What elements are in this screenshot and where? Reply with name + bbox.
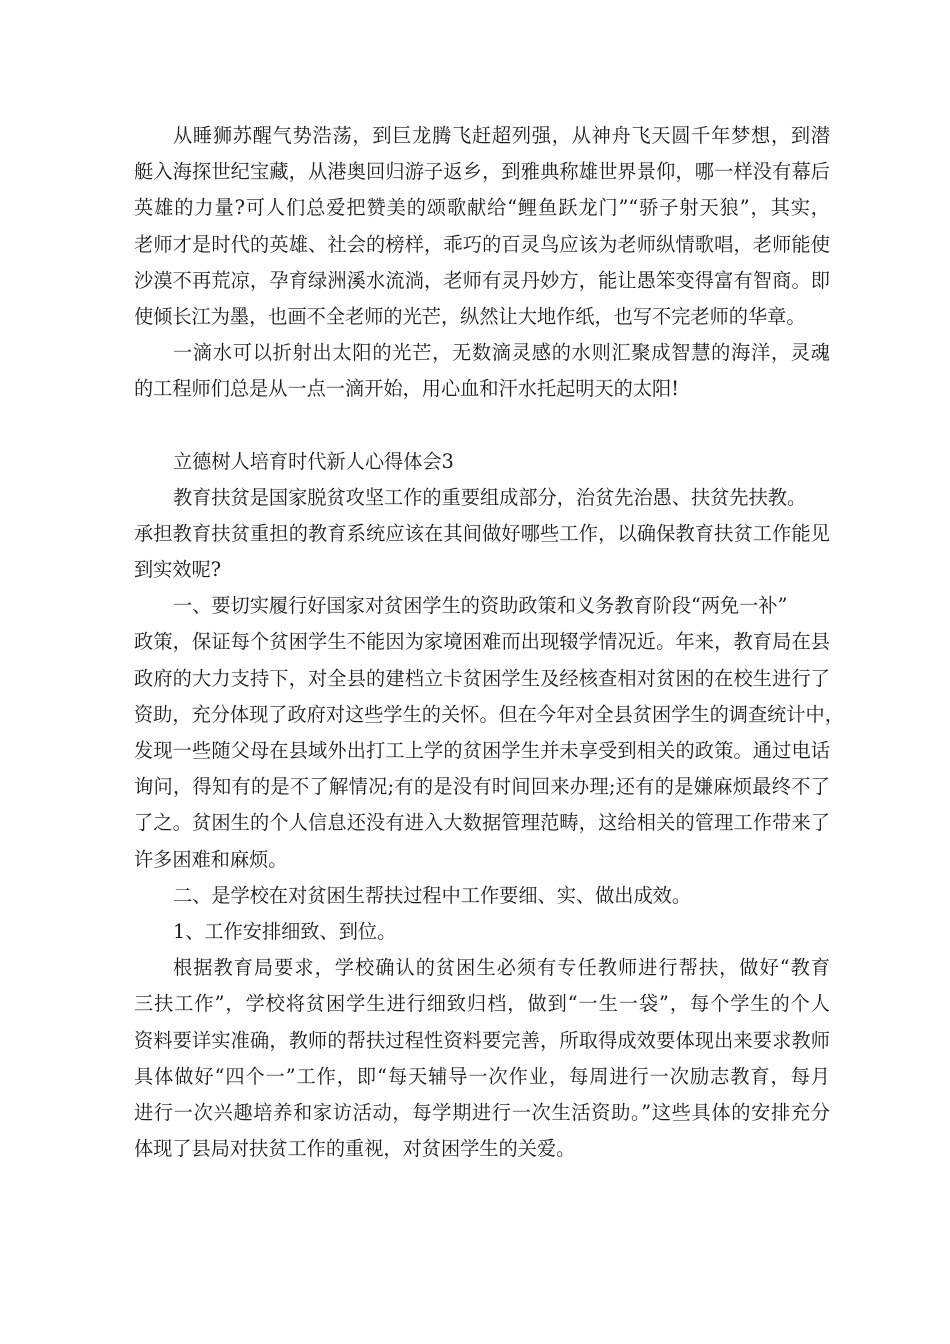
section-title-text: 立德树人培育时代新人心得体会3 bbox=[173, 449, 454, 473]
paragraph bbox=[134, 878, 830, 914]
text-line: 英雄的力量?可人们总爱把赞美的颂歌献给“鲤鱼跃龙门”“骄子射天狼”，其实， bbox=[134, 196, 830, 220]
paragraph bbox=[134, 480, 830, 589]
paragraph bbox=[134, 335, 830, 407]
text-line: 二、是学校在对贫困生帮扶过程中工作要细、实、做出成效。 bbox=[173, 883, 692, 907]
document-body bbox=[134, 118, 844, 1167]
text-line: 艇入海探世纪宝藏，从港奥回归游子返乡，到雅典称雄世界景仰，哪一样没有幕后 bbox=[134, 160, 830, 184]
text-line: 的工程师们总是从一点一滴开始，用心血和汗水托起明天的太阳! bbox=[134, 377, 679, 401]
text-line: 教育扶贫是国家脱贫攻坚工作的重要组成部分，治贫先治愚、扶贫先扶教。 bbox=[173, 485, 807, 509]
text-line: 1、工作安排细致、到位。 bbox=[173, 919, 397, 943]
paragraph bbox=[134, 950, 830, 1167]
text-line: 具体做好“四个一”工作，即“每天辅导一次作业，每周进行一次励志教育，每月 bbox=[134, 1064, 830, 1088]
text-line: 根据教育局要求，学校确认的贫困生必须有专任教师进行帮扶，做好“教育 bbox=[173, 956, 830, 980]
text-line: 沙漠不再荒凉，孕育绿洲溪水流淌，老师有灵丹妙方，能让愚笨变得富有智商。即 bbox=[134, 268, 830, 292]
text-line: 体现了县局对扶贫工作的重视，对贫困学生的关爱。 bbox=[134, 1137, 576, 1161]
text-line: 发现一些随父母在县域外出打工上学的贫困学生并未享受到相关的政策。通过电话 bbox=[134, 739, 830, 762]
text-line: 老师才是时代的英雄、社会的榜样，乖巧的百灵鸟应该为老师纵情歌唱，老师能使 bbox=[134, 232, 830, 256]
text-line: 使倾长江为墨，也画不全老师的光芒，纵然让大地作纸，也写不完老师的华章。 bbox=[134, 304, 806, 328]
text-line: 资助，充分体现了政府对这些学生的关怀。但在今年对全县贫困学生的调查统计中， bbox=[134, 702, 844, 726]
text-line: 政府的大力支持下，对全县的建档立卡贫困学生及经核查相对贫困的在校生进行了 bbox=[134, 666, 830, 690]
section-title bbox=[134, 444, 830, 480]
text-line: 一滴水可以折射出太阳的光芒，无数滴灵感的水则汇聚成智慧的海洋，灵魂 bbox=[173, 341, 830, 365]
text-line: 从睡狮苏醒气势浩荡，到巨龙腾飞赶超列强，从神舟飞天圆千年梦想，到潜 bbox=[173, 124, 830, 147]
text-line: 许多困难和麻烦。 bbox=[134, 847, 288, 871]
text-line: 询问，得知有的是不了解情况;有的是没有时间回来办理;还有的是嫌麻烦最终不了 bbox=[134, 775, 830, 799]
text-line: 到实效呢? bbox=[134, 558, 222, 582]
paragraph bbox=[134, 914, 830, 950]
text-line: 承担教育扶贫重担的教育系统应该在其间做好哪些工作，以确保教育扶贫工作能见 bbox=[134, 521, 830, 545]
text-line: 一、要切实履行好国家对贫困学生的资助政策和义务教育阶段“两免一补” bbox=[173, 594, 788, 618]
text-line: 三扶工作”，学校将贫困学生进行细致归档，做到“一生一袋”，每个学生的个人 bbox=[134, 992, 830, 1016]
paragraph bbox=[134, 118, 830, 335]
text-line: 政策，保证每个贫困学生不能因为家境困难而出现辍学情况近。年来，教育局在县 bbox=[134, 630, 830, 654]
text-line: 了之。贫困生的个人信息还没有进入大数据管理范畴，这给相关的管理工作带来了 bbox=[134, 811, 830, 835]
paragraph bbox=[134, 588, 844, 878]
text-line: 进行一次兴趣培养和家访活动，每学期进行一次生活资助。”这些具体的安排充分 bbox=[134, 1100, 830, 1124]
text-line: 资料要详实准确，教师的帮扶过程性资料要完善，所取得成效要体现出来要求教师 bbox=[134, 1028, 830, 1052]
